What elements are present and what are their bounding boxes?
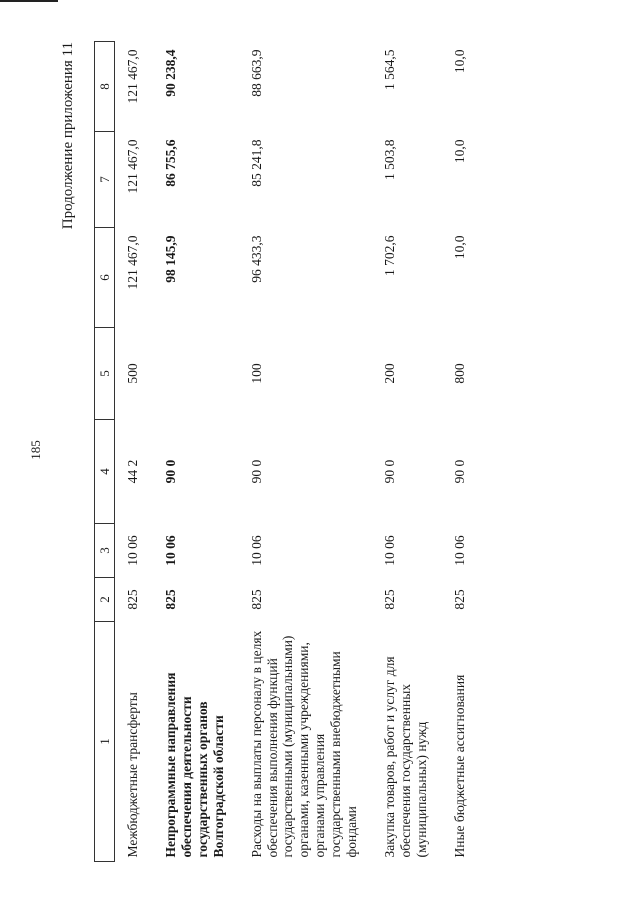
row-code-5: 100 [248,363,264,384]
row-name: Иные бюджетные ассигнования [451,674,467,858]
row-code-5: 500 [125,363,140,384]
table-row [372,42,442,862]
top-edge-rule [0,0,58,2]
row-code-2: 825 [382,589,398,610]
column-header: 3 [95,524,115,578]
row-value-8: 10,0 [451,49,467,74]
page-number: 185 [28,440,43,460]
column-header: 4 [95,420,115,524]
row-value-7: 86 755,6 [162,139,178,187]
appendix-caption: Продолжение приложения 11 [60,42,76,230]
row-value-8: 1 564,5 [382,49,398,90]
row-code-4: 90 0 [451,459,467,484]
row-code-4: 90 0 [248,459,264,484]
row-value-8: 90 238,4 [162,49,178,97]
row-code-3: 10 06 [248,535,264,566]
row-value-6: 98 145,9 [162,235,178,283]
row-value-7: 1 503,8 [382,139,398,180]
row-code-5: 200 [382,363,398,384]
row-value-6: 96 433,3 [248,235,264,283]
rotated-page-content [60,42,580,862]
table-row [115,42,153,862]
row-value-6: 121 467,0 [125,235,140,290]
row-value-8: 88 663,9 [248,49,264,97]
row-code-5 [153,328,239,420]
column-header: 6 [95,228,115,328]
row-name: Расходы на выплаты персоналу в целях обеспечения выполнения функций государственными (муниципальными) органами, казенными учреждениями, органами управления государственными внебюджетными фондами [248,630,360,858]
row-code-4: 90 0 [382,459,398,484]
row-value-8: 121 467,0 [125,49,140,104]
row-value-7: 85 241,8 [248,139,264,187]
row-code-3: 10 06 [382,535,398,566]
row-code-3: 10 06 [162,535,178,566]
row-code-4: 44 2 [125,459,140,484]
table-header-row [95,42,115,862]
row-value-7: 121 467,0 [125,139,140,194]
row-name: Межбюджетные трансферты [125,692,140,858]
budget-table [94,41,480,862]
column-header: 5 [95,328,115,420]
row-value-7: 10,0 [451,139,467,164]
row-code-3: 10 06 [451,535,467,566]
row-value-6: 10,0 [451,235,467,260]
row-code-3: 10 06 [125,535,140,566]
row-code-2: 825 [248,589,264,610]
row-code-5: 800 [451,363,467,384]
column-header: 2 [95,578,115,622]
row-code-2: 825 [451,589,467,610]
column-header: 8 [95,42,115,132]
table-row [442,42,480,862]
row-code-4: 90 0 [162,459,178,484]
row-code-2: 825 [162,589,178,610]
row-name: Непрограммные направления обеспечения деятельности государственных органов Волгоградской области [162,672,226,858]
column-header: 1 [95,622,115,862]
table-row [239,42,372,862]
table-row [153,42,239,862]
row-value-6: 1 702,6 [382,235,398,276]
row-code-2: 825 [125,589,140,610]
row-name: Закупка товаров, работ и услуг для обеспечения государственных (муниципальных) нужд [382,656,429,858]
column-header: 7 [95,132,115,228]
